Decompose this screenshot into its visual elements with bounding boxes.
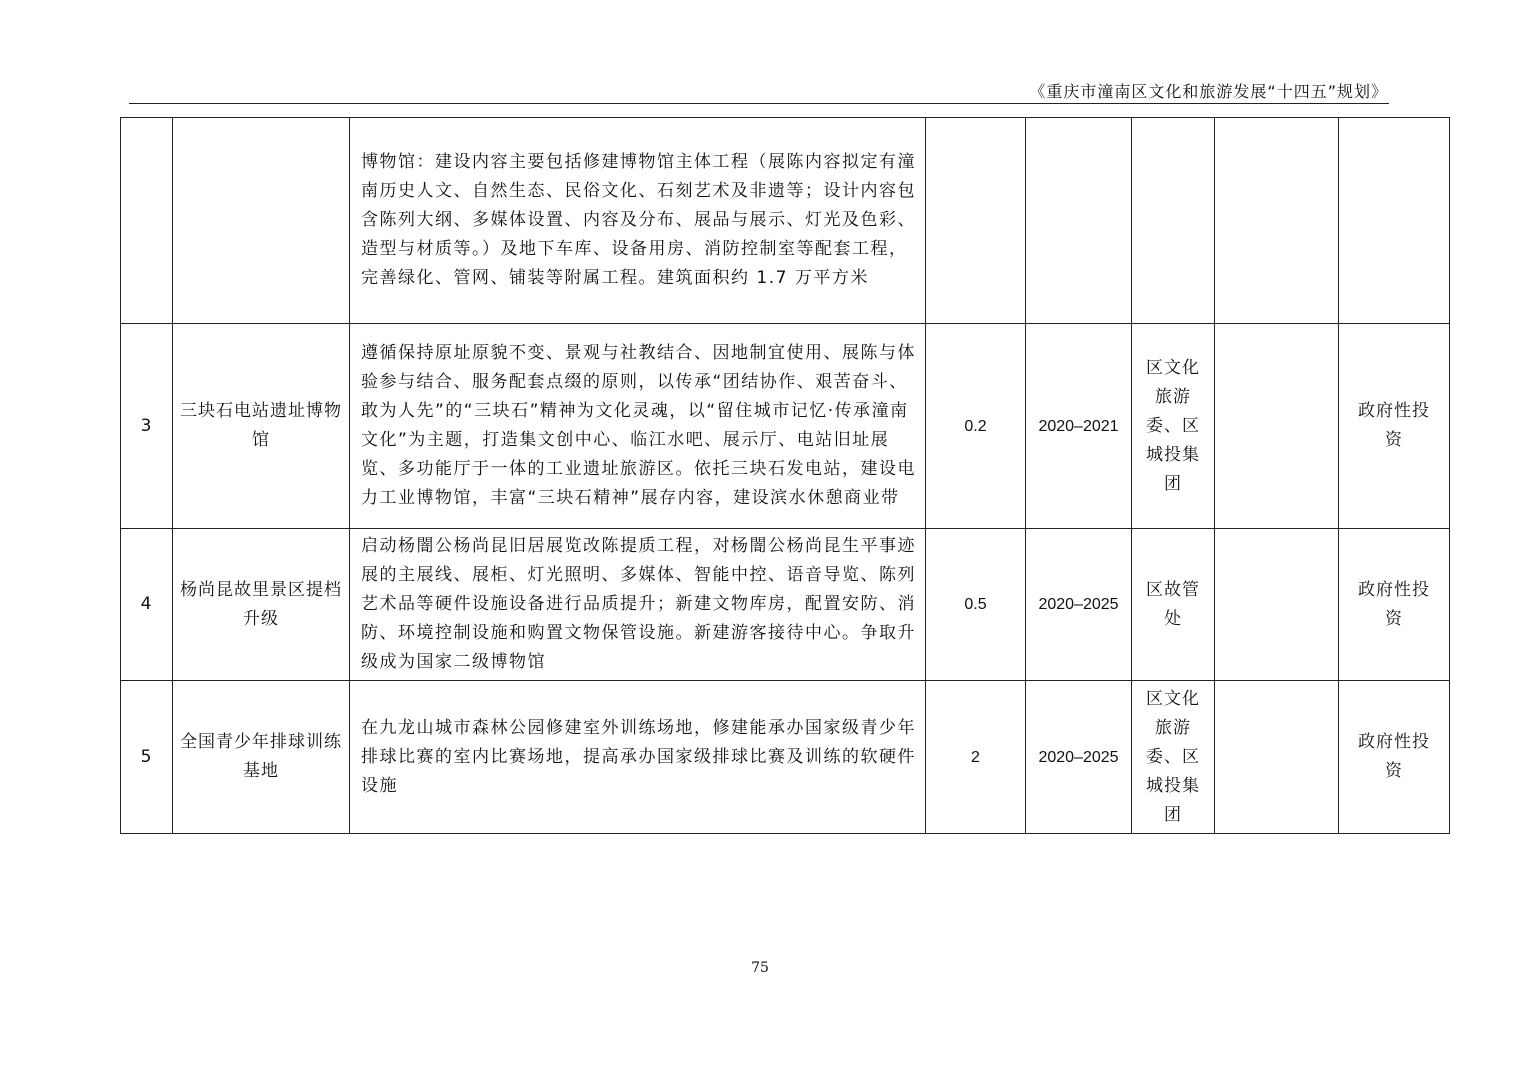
- project-name-cell: [173, 118, 350, 324]
- table-row: [121, 681, 1450, 834]
- project-content-cell: 遵循保持原址原貌不变、景观与社教结合、因地制宜使用、展陈与体验参与结合、服务配套点缀的原则，以传承“团结协作、艰苦奋斗、敢为人先”的“三块石”精神为文化灵魂，以“留住城市记忆·传承潼南文化”为主题，打造集文创中心、临江水吧、展示厅、电站旧址展览、多功能厅于一体的工业遗址旅游区。依托三块石发电站，建设电力工业博物馆，丰富“三块石精神”展存内容，建设滨水休憩商业带: [350, 324, 926, 529]
- blank-cell: [1215, 529, 1339, 681]
- funding-source-cell: [1339, 118, 1450, 324]
- responsible-unit-cell: 区文化旅游委、区城投集团: [1132, 324, 1215, 529]
- blank-cell: [1215, 324, 1339, 529]
- table-row: [121, 529, 1450, 681]
- responsible-unit-cell: [1132, 118, 1215, 324]
- period-cell: 2020–2021: [1026, 324, 1132, 529]
- investment-cell: [926, 118, 1026, 324]
- investment-cell: 0.5: [926, 529, 1026, 681]
- funding-source-cell: 政府性投资: [1339, 529, 1450, 681]
- investment-cell: 2: [926, 681, 1026, 834]
- header-divider: [129, 103, 1389, 104]
- period-cell: 2020–2025: [1026, 529, 1132, 681]
- funding-source-cell: 政府性投资: [1339, 681, 1450, 834]
- responsible-unit-cell: 区故管处: [1132, 529, 1215, 681]
- investment-cell: 0.2: [926, 324, 1026, 529]
- funding-source-cell: 政府性投资: [1339, 324, 1450, 529]
- period-cell: 2020–2025: [1026, 681, 1132, 834]
- row-number-cell: [121, 118, 173, 324]
- responsible-unit-cell: 区文化旅游委、区城投集团: [1132, 681, 1215, 834]
- project-name-cell: 全国青少年排球训练基地: [173, 681, 350, 834]
- table-row: [121, 324, 1450, 529]
- row-number-cell: 5: [121, 681, 173, 834]
- page-number: 75: [751, 960, 769, 976]
- blank-cell: [1215, 681, 1339, 834]
- project-name-cell: 杨尚昆故里景区提档升级: [173, 529, 350, 681]
- row-number-cell: 4: [121, 529, 173, 681]
- row-number-cell: 3: [121, 324, 173, 529]
- blank-cell: [1215, 118, 1339, 324]
- project-table: [120, 117, 1450, 834]
- project-name-cell: 三块石电站遗址博物馆: [173, 324, 350, 529]
- period-cell: [1026, 118, 1132, 324]
- document-header-title: 《重庆市潼南区文化和旅游发展“十四五”规划》: [1029, 82, 1388, 101]
- project-content-cell: 启动杨闇公杨尚昆旧居展览改陈提质工程，对杨闇公杨尚昆生平事迹展的主展线、展柜、灯光照明、多媒体、智能中控、语音导览、陈列艺术品等硬件设施设备进行品质提升；新建文物库房，配置安防、消防、环境控制设施和购置文物保管设施。新建游客接待中心。争取升级成为国家二级博物馆: [350, 529, 926, 681]
- table-row: [121, 118, 1450, 324]
- project-content-cell: 博物馆：建设内容主要包括修建博物馆主体工程（展陈内容拟定有潼南历史人文、自然生态、民俗文化、石刻艺术及非遗等；设计内容包含陈列大纲、多媒体设置、内容及分布、展品与展示、灯光及色彩、造型与材质等。）及地下车库、设备用房、消防控制室等配套工程，完善绿化、管网、铺装等附属工程。建筑面积约 1.7 万平方米: [350, 118, 926, 324]
- project-content-cell: 在九龙山城市森林公园修建室外训练场地，修建能承办国家级青少年排球比赛的室内比赛场地，提高承办国家级排球比赛及训练的软硬件设施: [350, 681, 926, 834]
